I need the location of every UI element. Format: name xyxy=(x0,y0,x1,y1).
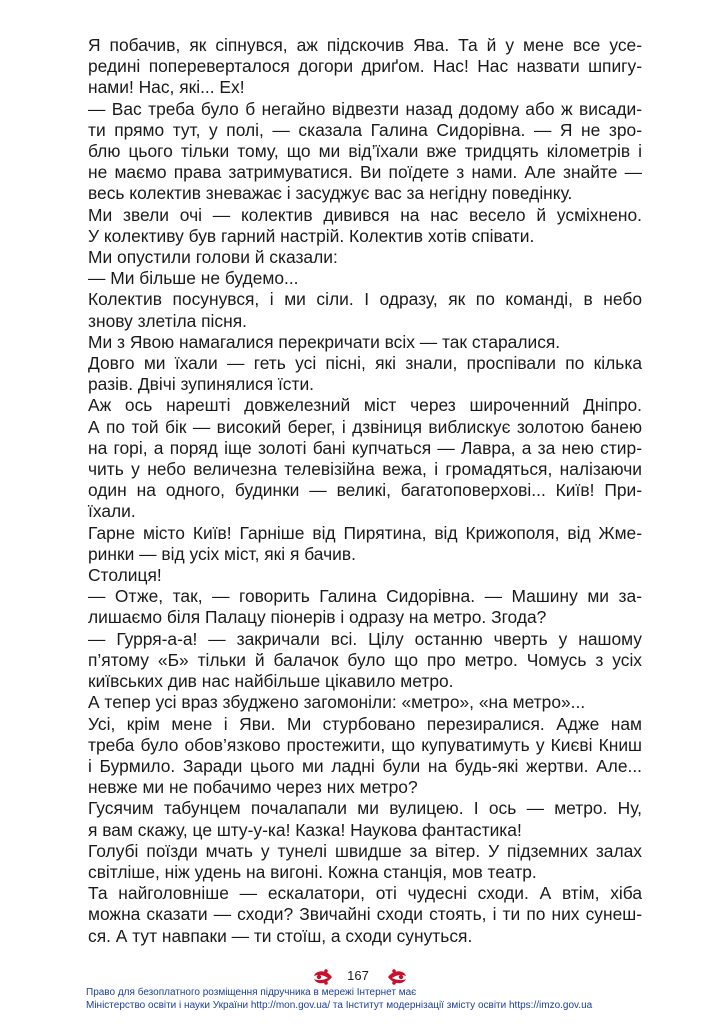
text-line: Гусячим табунцем почалапали ми вулицею. І ось — метро. Ну, xyxy=(88,798,642,819)
text-line: Я побачив, як сіпнувся, аж підскочив Ява. Та й у мене все усе- xyxy=(88,35,642,55)
page-number: 167 xyxy=(336,969,380,983)
text-line: нами! Нас, які... Ех! xyxy=(88,77,245,98)
paragraph xyxy=(62,714,642,799)
text-line: весь колектив зневажає і засуджує вас за негідну поведінку. xyxy=(88,183,573,204)
text-line: Усі, крім мене і Яви. Ми стурбовано перезиралися. Адже нам xyxy=(88,713,642,734)
text-line: Довго ми їхали — геть усі пісні, які знали, проспівали по кілька xyxy=(88,353,642,374)
text-line: — Вас треба було б негайно відвезти назад додому або ж висади- xyxy=(88,98,642,119)
paragraph xyxy=(62,289,642,331)
text-line: — Гурря-а-а! — закричали всі. Цілу останню чверть у нашому xyxy=(88,628,642,649)
text-line: Та найголовніше — ескалатори, оті чудесні сходи. А втім, хіба xyxy=(88,883,642,904)
footer-line-1: Право для безоплатного розміщення підручника в мережі Інтернет має xyxy=(86,987,417,998)
text-line: Столиця! xyxy=(88,565,162,586)
text-line: разів. Двічі зупинялися їсти. xyxy=(88,374,314,395)
text-line: світліше, ніж удень на вигоні. Кожна станція, мов театр. xyxy=(88,861,537,882)
text-line: лишаємо біля Палацу піонерів і одразу на метро. Згода? xyxy=(88,607,547,628)
paragraph xyxy=(62,692,642,713)
text-line: невже ми не побачимо через них метро? xyxy=(88,777,418,798)
text-line: п’ятому «Б» тільки й балачок було що про метро. Чомусь з усіх xyxy=(88,649,642,670)
story-text xyxy=(62,35,642,947)
paragraph xyxy=(62,883,642,947)
text-line: — Отже, так, — говорить Галина Сидорівна. — Машину ми за- xyxy=(88,586,642,607)
text-line: Колектив посунувся, і ми сіли. І одразу, як по команді, в небо xyxy=(88,289,642,310)
text-line: київських див нас найбільше цікавило метро. xyxy=(88,671,454,692)
paragraph xyxy=(62,523,642,565)
text-line: У колективу був гарний настрій. Колектив хотів співати. xyxy=(88,225,535,246)
paragraph xyxy=(62,586,642,628)
paragraph xyxy=(62,798,642,840)
footer-line-2: Міністерство освіти і науки України http://mon.gov.ua/ та Інститут модернізації змісту освіти https://imzo.gov.ua xyxy=(86,999,593,1011)
text-line: Гарне місто Київ! Гарніше від Пирятина, від Крижополя, від Жме- xyxy=(88,522,642,543)
text-line: блю цього тільки тому, що ми від’їхали вже тридцять кілометрів і xyxy=(88,141,642,162)
text-line: Ми звели очі — колектив дивився на нас весело й усміхнено. xyxy=(88,204,642,225)
text-line: чить у небо величезна телевізійна вежа, і громадяться, налізаючи xyxy=(88,459,642,480)
paragraph xyxy=(62,99,642,205)
paragraph xyxy=(62,565,642,586)
paragraph xyxy=(62,268,642,289)
paragraph xyxy=(62,205,642,247)
text-line: Голубі поїзди мчать у тунелі швидше за вітер. У підземних залах xyxy=(88,840,642,861)
text-line: Ми опустили голови й сказали: xyxy=(88,247,338,268)
text-line: я вам скажу, це шту-у-ка! Казка! Наукова фантастика! xyxy=(88,819,522,840)
text-line: ся. А тут навпаки — ти стоїш, а сходи сунуться. xyxy=(88,925,473,946)
text-line: і Бурмило. Заради цього ми ладні були на будь-які жертви. Але... xyxy=(88,755,642,776)
text-line: Аж ось нарешті довжелезний міст через широченний Дніпро. xyxy=(88,395,642,416)
footer-credits xyxy=(86,987,646,1012)
paragraph xyxy=(62,332,642,353)
paragraph xyxy=(62,353,642,395)
text-line: редині попереверталося догори дриґом. Нас! Нас назвати шпигу- xyxy=(88,56,642,77)
text-line: А тепер усі враз збуджено загомоніли: «метро», «на метро»... xyxy=(88,692,586,713)
text-line: А по той бік — високий берег, і дзвіниця виблискує золотою банею xyxy=(88,416,642,437)
paragraph xyxy=(62,247,642,268)
text-line: — Ми більше не будемо... xyxy=(88,268,299,289)
paragraph xyxy=(62,841,642,883)
paragraph xyxy=(62,395,642,522)
text-line: треба було обов’язково простежити, що купуватимуть у Києві Книш xyxy=(88,734,642,755)
text-line: можна сказати — сходи? Звичайні сходи стоять, і ти по них сунеш- xyxy=(88,904,642,925)
paragraph xyxy=(62,629,642,693)
paragraph xyxy=(62,35,642,99)
text-line: не маємо права затримуватися. Ви поїдете з нами. Але знайте — xyxy=(88,162,642,183)
text-line: знову злетіла пісня. xyxy=(88,310,247,331)
text-line: Ми з Явою намагалися перекричати всіх — так старалися. xyxy=(88,331,561,352)
text-line: ринки — від усіх міст, які я бачив. xyxy=(88,543,356,564)
text-line: на горі, а поряд іще золоті бані купчаться — Лавра, а за нею стир- xyxy=(88,437,642,458)
text-line: один на одного, будинки — великі, багатоповерхові... Київ! При- xyxy=(88,480,642,501)
text-line: їхали. xyxy=(88,501,136,522)
text-line: ти прямо тут, у полі, — сказала Галина Сидорівна. — Я не зро- xyxy=(88,119,642,140)
